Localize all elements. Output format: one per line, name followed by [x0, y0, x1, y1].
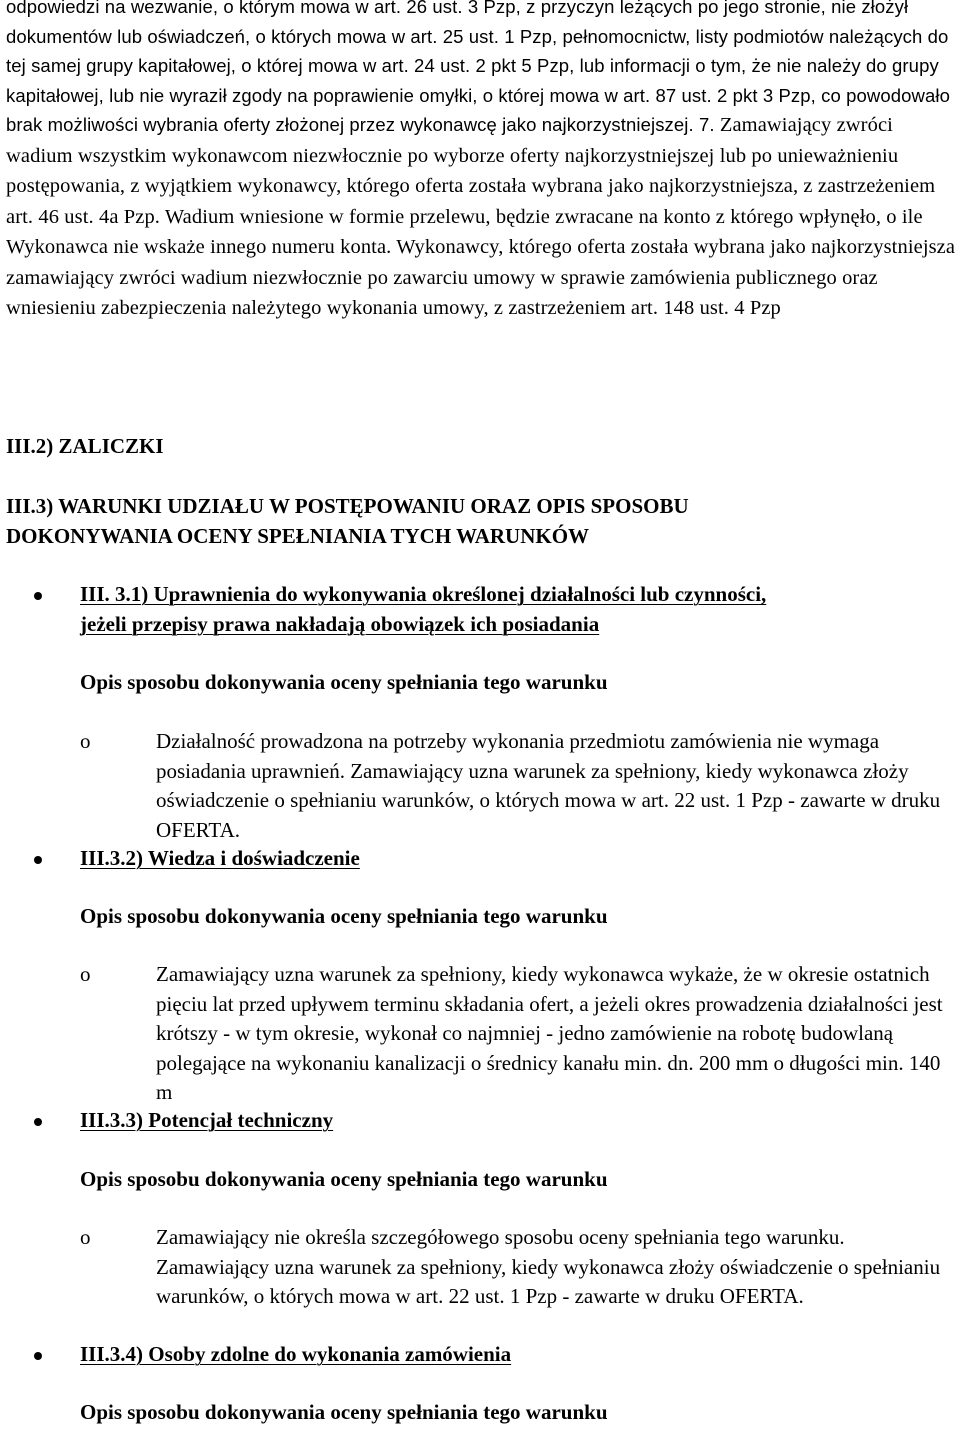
- sub-bullet-marker: o: [80, 729, 91, 753]
- condition-text-3: Zamawiający nie określa szczegółowego sposobu oceny spełniania tego warunku. Zamawiający uzna warunek za spełniony, kiedy wykonawca złoży oświadczenie o spełnianiu warunków, o których mowa w art. 22 ust. 1 Pzp - zawarte w druku OFERTA.: [156, 1225, 941, 1308]
- bullet-icon: [34, 1118, 42, 1126]
- condition-title-2: III.3.2) Wiedza i doświadczenie: [80, 846, 360, 870]
- section-heading-warunki-line1: III.3) WARUNKI UDZIAŁU W POSTĘPOWANIU ORAZ OPIS SPOSOBU: [6, 494, 689, 518]
- bullet-icon: [34, 856, 42, 864]
- section-heading-zaliczki: III.2) ZALICZKI: [6, 434, 164, 458]
- section-heading-warunki: [6, 492, 946, 551]
- condition-desc-label-3: Opis sposobu dokonywania oceny spełniania tego warunku: [80, 1167, 608, 1191]
- condition-desc-label-2: Opis sposobu dokonywania oceny spełniania tego warunku: [80, 904, 608, 928]
- condition-title-1: [80, 580, 940, 639]
- condition-desc-label-4: Opis sposobu dokonywania oceny spełniania tego warunku: [80, 1400, 608, 1424]
- condition-title-1-line1: III. 3.1) Uprawnienia do wykonywania określonej działalności lub czynności,: [80, 582, 767, 606]
- condition-desc-label-1: Opis sposobu dokonywania oceny spełniania tego warunku: [80, 670, 608, 694]
- bullet-icon: [34, 1352, 42, 1360]
- condition-title-3: III.3.3) Potencjał techniczny: [80, 1108, 334, 1132]
- section-heading-warunki-line2: DOKONYWANIA OCENY SPEŁNIANIA TYCH WARUNKÓW: [6, 523, 590, 548]
- condition-text-1: Działalność prowadzona na potrzeby wykonania przedmiotu zamówienia nie wymaga posiadania uprawnień. Zamawiający uzna warunek za spełniony, kiedy wykonawca złoży oświadczenie o spełnianiu warunków, o których mowa w art. 22 ust. 1 Pzp - zawarte w druku OFERTA.: [156, 729, 941, 842]
- condition-text-2: Zamawiający uzna warunek za spełniony, kiedy wykonawca wykaże, że w okresie ostatnich pięciu lat przed upływem terminu składania ofert, a jeżeli okres prowadzenia działalności jest krótszy - w tym okresie, wykonał co najmniej - jedno zamówienie na robotę budowlaną polegające na wykonaniu kanalizacji o średnicy kanału min. dn. 200 mm o długości min. 140 m: [156, 962, 943, 1104]
- bullet-icon: [34, 592, 42, 600]
- intro-text-part2: Zamawiający zwróci wadium wszystkim wykonawcom niezwłocznie po wyborze oferty najkorzystniejszej lub po unieważnieniu postępowania, z wyjątkiem wykonawcy, którego oferta została wybrana jako najkorzystniejsza, z zastrzeżeniem art. 46 ust. 4a Pzp. Wadium wniesione w formie przelewu, będzie zwracane na konto z którego wpłynęło, o ile Wykonawca nie wskaże innego numeru konta. Wykonawcy, którego oferta została wybrana jako najkorzystniejsza zamawiający zwróci wadium niezwłocznie po zawarciu umowy w sprawie zamówienia publicznego oraz wniesieniu zabezpieczenia należytego wykonania umowy, z zastrzeżeniem art. 148 ust. 4 Pzp: [6, 114, 956, 319]
- condition-title-4: III.3.4) Osoby zdolne do wykonania zamówienia: [80, 1342, 512, 1366]
- sub-bullet-marker: o: [80, 962, 91, 986]
- intro-text-part1: odpowiedzi na wezwanie, o którym mowa w art. 26 ust. 3 Pzp, z przyczyn leżących po jego stronie, nie złożył dokumentów lub oświadczeń, o których mowa w art. 25 ust. 1 Pzp, pełnomocnictw, listy podmiotów należących do tej samej grupy kapitałowej, o której mowa w art. 24 ust. 2 pkt 5 Pzp, lub informacji o tym, że nie należy do grupy kapitałowej, lub nie wyraził zgody na poprawienie omyłki, o której mowa w art. 87 ust. 2 pkt 3 Pzp, co powodowało brak możliwości wybrania oferty złożonej przez wykonawcę jako najkorzystniejszej. 7.: [6, 0, 950, 135]
- intro-paragraph: [6, 0, 956, 324]
- condition-title-1-line2: jeżeli przepisy prawa nakładają obowiązek ich posiadania: [80, 611, 600, 636]
- sub-bullet-marker: o: [80, 1225, 91, 1249]
